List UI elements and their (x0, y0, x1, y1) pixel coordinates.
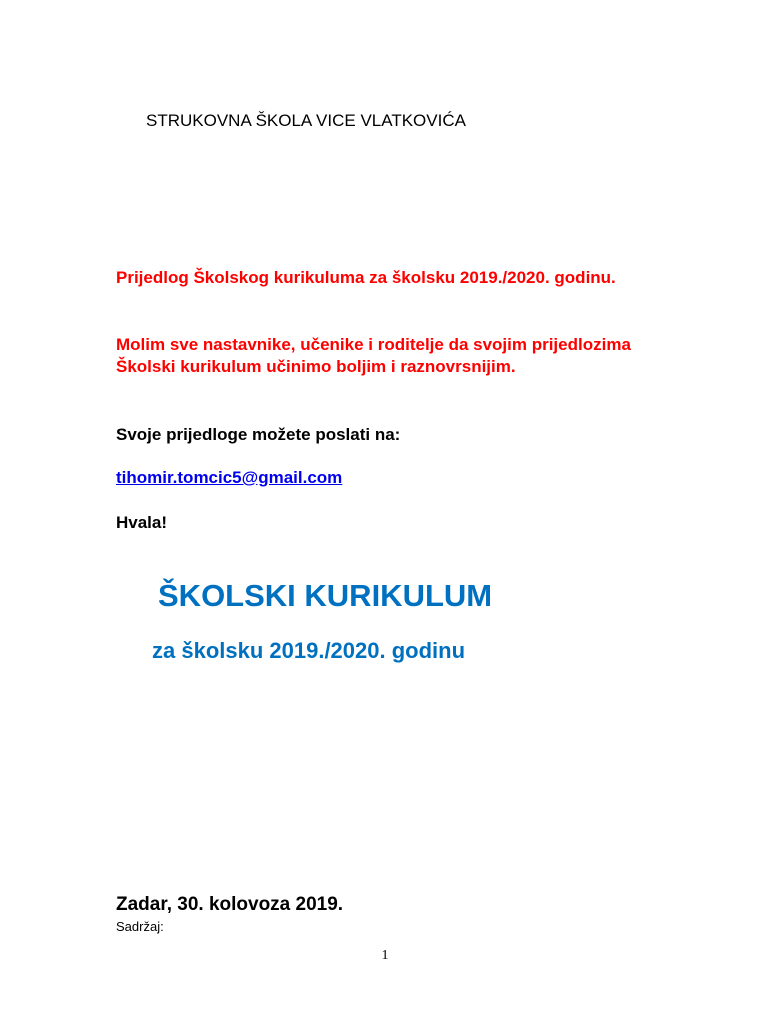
main-title: ŠKOLSKI KURIKULUM (158, 578, 493, 613)
page-number: 1 (381, 948, 389, 963)
email-link[interactable]: tihomir.tomcic5@gmail.com (116, 468, 343, 487)
school-name: STRUKOVNA ŠKOLA VICE VLATKOVIĆA (146, 111, 466, 130)
proposal-title: Prijedlog Školskog kurikuluma za školsku 2019./2020. godinu. (116, 268, 616, 287)
request-text: Molim sve nastavnike, učenike i roditelje da svojim prijedlozima Školski kurikulum učinimo boljim i raznovrsnijim. (116, 335, 631, 376)
send-label: Svoje prijedloge možete poslati na: (116, 425, 401, 444)
contents-label: Sadržaj: (116, 919, 164, 934)
subtitle: za školsku 2019./2020. godinu (152, 638, 466, 663)
place-date: Zadar, 30. kolovoza 2019. (116, 894, 344, 915)
thanks-text: Hvala! (116, 513, 168, 532)
